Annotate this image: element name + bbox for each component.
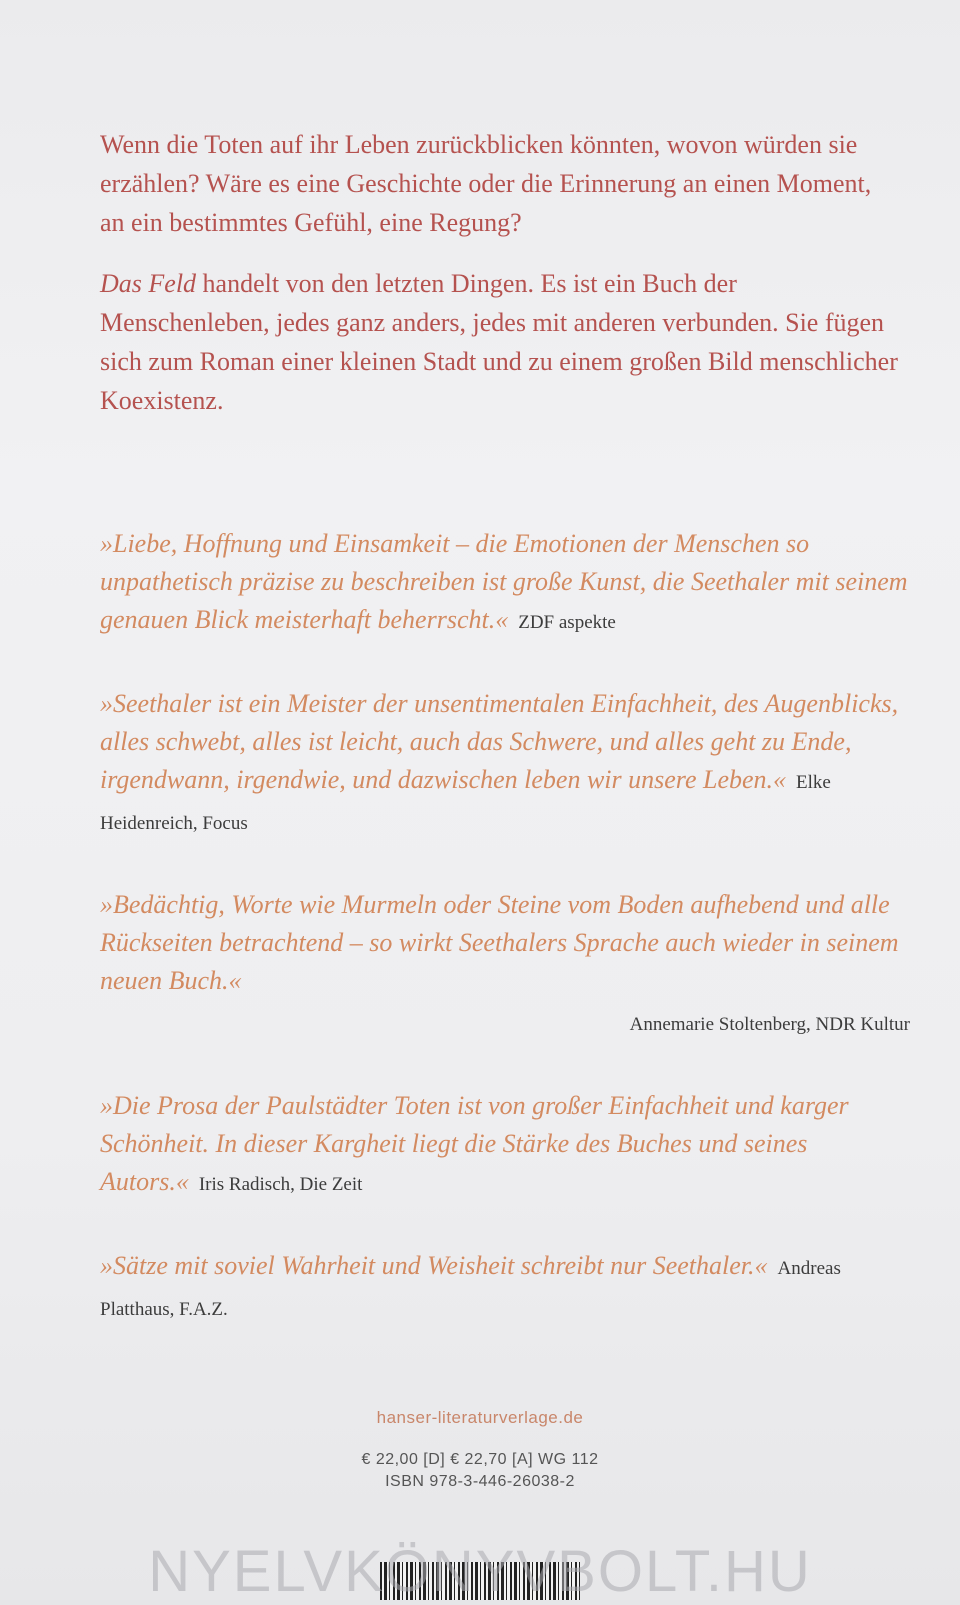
quote-text: »Sätze mit soviel Wahrheit und Weisheit schreibt nur Seethaler.« bbox=[100, 1251, 768, 1280]
quote-source: Elke Heidenreich, Focus bbox=[100, 772, 831, 834]
quote-text: »Die Prosa der Paulstädter Toten ist von großer Einfachheit und karger Schönheit. In dieser Kargheit liegt die Stärke des Buches und seines Autors.« bbox=[100, 1091, 849, 1196]
shop-watermark: NYELVKÖNYVBOLT.HU bbox=[148, 1539, 812, 1604]
quote-source: Annemarie Stoltenberg, NDR Kultur bbox=[629, 1014, 910, 1035]
review-quotes bbox=[100, 525, 910, 1372]
review-quote-zdf bbox=[100, 525, 910, 642]
blurb-paragraph-2-text: handelt von den letzten Dingen. Es ist ein Buch der Menschenleben, jedes ganz anders, jedes mit anderen verbunden. Sie fügen sich zum Roman einer kleinen Stadt und zu einem großen Bild menschlicher Koexistenz. bbox=[100, 269, 898, 415]
book-title-reference: Das Feld bbox=[100, 269, 197, 298]
quote-source: ZDF aspekte bbox=[518, 612, 616, 633]
quote-source: Iris Radisch, Die Zeit bbox=[198, 1174, 363, 1195]
quote-text: »Seethaler ist ein Meister der unsentimentalen Einfachheit, des Augenblicks, alles schwebt, alles ist leicht, auch das Schwere, und alles geht zu Ende, irgendwann, irgendwie, und dazwischen leben wir unsere Leben.« bbox=[100, 689, 899, 794]
blurb-paragraph-2 bbox=[100, 264, 900, 420]
isbn-line: ISBN 978-3-446-26038-2 bbox=[385, 1473, 575, 1490]
review-quote-focus bbox=[100, 685, 910, 843]
price-line: € 22,00 [D] € 22,70 [A] WG 112 bbox=[361, 1451, 599, 1468]
quote-text: »Bedächtig, Worte wie Murmeln oder Steine vom Boden aufhebend und alle Rückseiten betrachtend – so wirkt Seethalers Sprache auch wieder in seinem neuen Buch.« bbox=[100, 890, 899, 995]
quote-source: Andreas Platthaus, F.A.Z. bbox=[100, 1258, 841, 1320]
quote-text: »Liebe, Hoffnung und Einsamkeit – die Emotionen der Menschen so unpathetisch präzise zu beschreiben ist große Kunst, die Seethaler mit seinem genauen Blick meisterhaft beherrscht.« bbox=[100, 529, 908, 634]
blurb-paragraph-1: Wenn die Toten auf ihr Leben zurückblicken könnten, wovon würden sie erzählen? Wäre es eine Geschichte oder die Erinnerung an einen Moment, an ein bestimmtes Gefühl, eine Regung? bbox=[100, 130, 872, 237]
blurb-text bbox=[100, 125, 900, 420]
publisher-footer bbox=[0, 1408, 960, 1491]
review-quote-ndr bbox=[100, 886, 910, 1044]
publisher-website: hanser-literaturverlage.de bbox=[376, 1408, 584, 1427]
review-quote-zeit bbox=[100, 1087, 910, 1204]
review-quote-faz bbox=[100, 1247, 910, 1329]
